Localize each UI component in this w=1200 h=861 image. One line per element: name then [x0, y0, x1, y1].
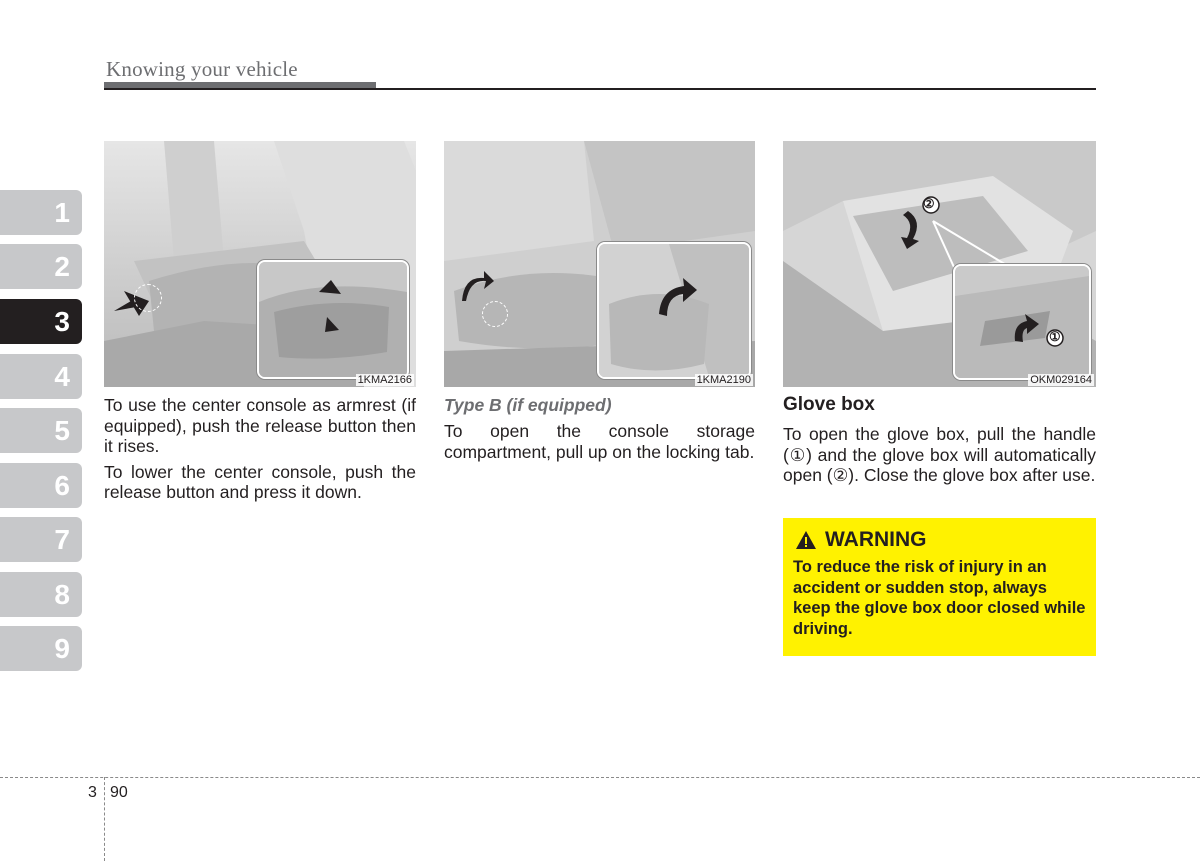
armrest-detail-illustration [259, 262, 407, 377]
warning-box [783, 518, 1096, 656]
glove-box-figure [783, 141, 1096, 387]
warning-label: WARNING [825, 528, 927, 551]
type-b-subheading: Type B (if equipped) [444, 395, 612, 415]
chapter-tab-5[interactable]: 5 [0, 408, 82, 453]
footer-divider [104, 777, 105, 861]
figure-code: 1KMA2190 [696, 374, 751, 386]
warning-title [795, 528, 927, 552]
page-chapter: 3 [88, 784, 97, 801]
chapter-tab-9[interactable]: 9 [0, 626, 82, 671]
footer-rule [0, 777, 1200, 778]
armrest-lower-instruction: To lower the center console, push the release button and press it down. [104, 461, 416, 502]
glove-box-instruction: To open the glove box, pull the handle (①) and the glove box will automatically open (②). Close the glove box after use. [783, 424, 1096, 485]
glove-box-handle-inset [953, 264, 1091, 380]
warning-triangle-icon [795, 530, 817, 550]
page-number: 90 [110, 784, 128, 801]
chapter-tab-3[interactable]: 3 [0, 299, 82, 344]
console-detail-inset [597, 242, 751, 379]
section-title: Knowing your vehicle [106, 57, 298, 81]
armrest-figure [104, 141, 416, 387]
chapter-tab-8[interactable]: 8 [0, 572, 82, 617]
console-storage-instruction: To open the console storage compartment, pull up on the locking tab. [444, 421, 755, 462]
figure-code: 1KMA2166 [357, 374, 412, 386]
column-glove-box-text [783, 394, 1096, 486]
release-button-highlight [134, 284, 162, 312]
armrest-instruction: To use the center console as armrest (if equipped), push the release button then it rises. [104, 395, 416, 456]
console-detail-illustration [599, 244, 749, 377]
glove-box-heading: Glove box [783, 394, 875, 415]
column-armrest-text [104, 395, 416, 503]
chapter-tab-4[interactable]: 4 [0, 354, 82, 399]
locking-tab-highlight [482, 301, 508, 327]
column-console-text [444, 395, 755, 462]
figure-code: OKM029164 [1030, 374, 1092, 386]
chapter-tab-2[interactable]: 2 [0, 244, 82, 289]
marker-2: ② [923, 196, 935, 211]
chapter-tab-1[interactable]: 1 [0, 190, 82, 235]
warning-text: To reduce the risk of injury in an accident or sudden stop, always keep the glove box door closed while driving. [793, 558, 1086, 638]
glove-box-handle-illustration [955, 266, 1089, 378]
chapter-tab-7[interactable]: 7 [0, 517, 82, 562]
chapter-tab-6[interactable]: 6 [0, 463, 82, 508]
marker-1: ① [1049, 329, 1061, 344]
armrest-detail-inset [257, 260, 409, 379]
header-rule [104, 88, 1096, 90]
console-storage-figure [444, 141, 755, 387]
